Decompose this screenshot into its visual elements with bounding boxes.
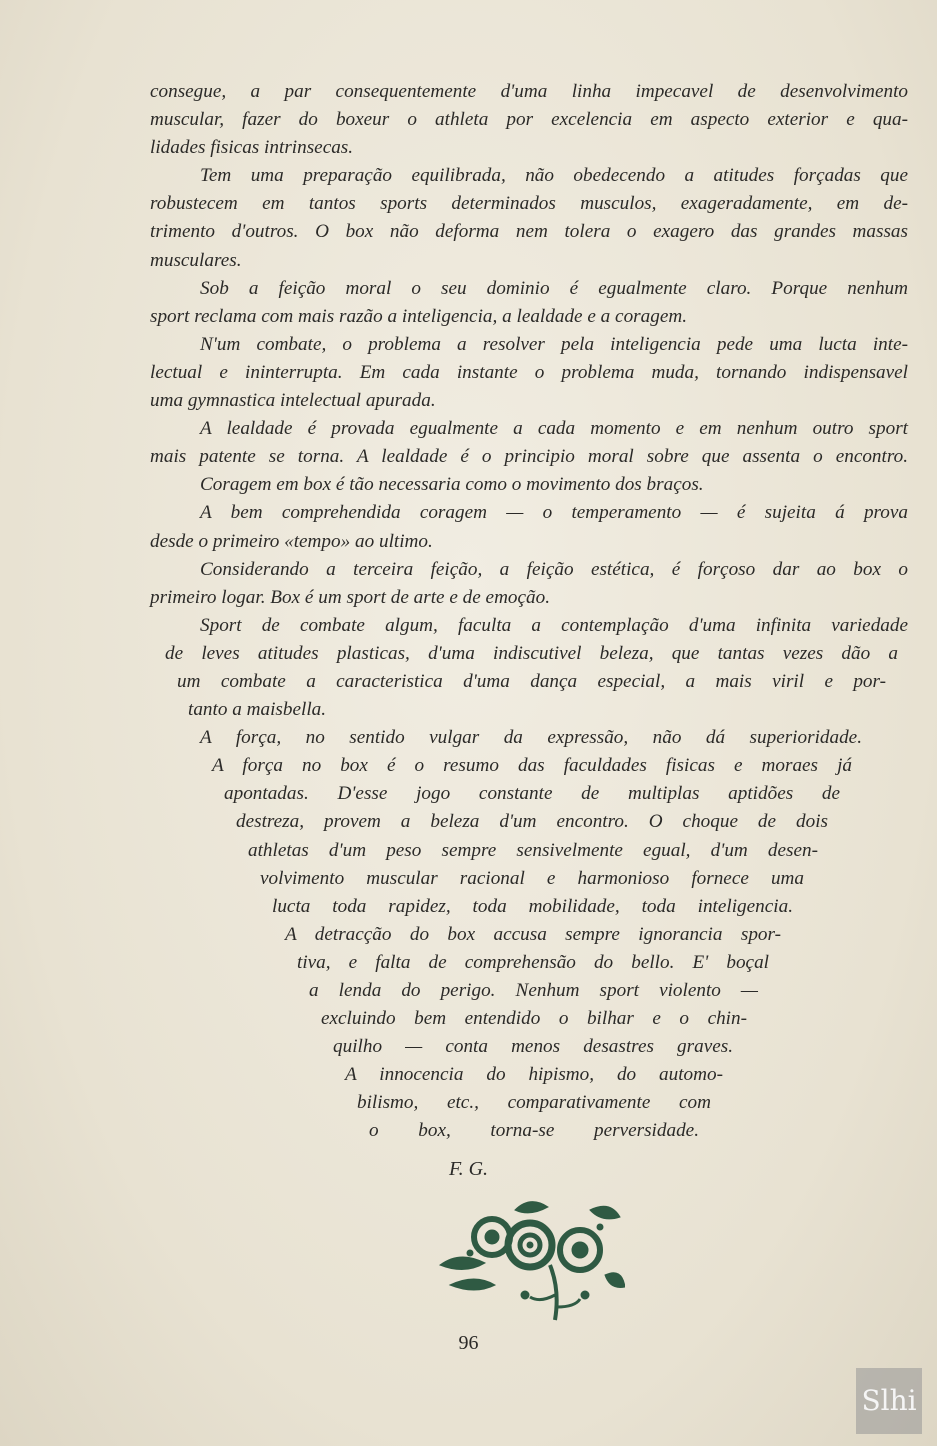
text-line: musculares. [150, 249, 242, 271]
text-line: A lealdade é provada egualmente a cada momento e em nenhum outro sport [200, 418, 908, 440]
text-line: A bem comprehendida coragem — o temperamento — é sujeita á prova [200, 502, 908, 524]
text-line: consegue, a par consequentemente d'uma linha impecavel de desenvolvimento [150, 81, 908, 102]
text-line: primeiro logar. Box é um sport de arte e de emoção. [150, 586, 551, 608]
body-text [0, 78, 937, 1146]
text-line: desde o primeiro «tempo» ao ultimo. [150, 530, 433, 552]
text-line: excluindo bem entendido o bilhar e o chin- [321, 1008, 747, 1030]
text-line: o box, torna-se perversidade. [369, 1120, 699, 1142]
text-line: a lenda do perigo. Nenhum sport violento — [309, 980, 758, 1001]
text-line: mais patente se torna. A lealdade é o principio moral sobre que assenta o encontro. [150, 446, 908, 468]
text-line: Sob a feição moral o seu dominio é egualmente claro. Porque nenhum [200, 277, 908, 299]
text-line: A detracção do box accusa sempre ignorancia spor- [285, 923, 781, 945]
text-line: N'um combate, o problema a resolver pela inteligencia pede uma lucta inte- [200, 333, 908, 355]
text-line: A força no box é o resumo das faculdades fisicas e moraes já [212, 755, 852, 777]
text-line: uma gymnastica intelectual apurada. [150, 390, 436, 412]
text-line: muscular, fazer do boxeur o athleta por excelencia em aspecto exterior e qua- [150, 109, 908, 131]
signature-initials: F. G. [448, 1158, 489, 1180]
text-line: um combate a caracteristica d'uma dança especial, a mais viril e por- [177, 670, 886, 692]
text-line: Considerando a terceira feição, a feição estética, é forçoso dar ao box o [200, 558, 908, 580]
text-line: tiva, e falta de comprehensão do bello. E' boçal [297, 951, 769, 973]
text-line: lucta toda rapidez, toda mobilidade, toda inteligencia. [272, 895, 793, 917]
text-line: lectual e ininterrupta. Em cada instante o problema muda, tornando indispensavel [150, 361, 908, 383]
text-line: athletas d'um peso sempre sensivelmente egual, d'um desen- [248, 839, 818, 861]
text-line: Sport de combate algum, faculta a contemplação d'uma infinita variedade [200, 614, 908, 636]
text-line: Tem uma preparação equilibrada, não obedecendo a atitudes forçadas que [200, 165, 908, 187]
text-line: Coragem em box é tão necessaria como o movimento dos braços. [200, 474, 704, 496]
text-line: robustecem em tantos sports determinados musculos, exageradamente, em de- [150, 193, 908, 215]
text-line: bilismo, etc., comparativamente com [357, 1092, 711, 1114]
text-line: sport reclama com mais razão a inteligencia, a lealdade e a coragem. [150, 305, 687, 327]
text-line: destreza, provem a beleza d'um encontro. O choque de dois [236, 811, 828, 833]
text-line: volvimento muscular racional e harmonioso fornece uma [260, 867, 804, 889]
text-line: trimento d'outros. O box não deforma nem tolera o exagero das grandes massas [150, 221, 908, 243]
text-line: lidades fisicas intrinsecas. [150, 137, 354, 159]
library-watermark: Slhi [856, 1368, 922, 1434]
text-line: apontadas. D'esse jogo constante de multiplas aptidões de [224, 783, 840, 805]
text-line: A innocencia do hipismo, do automo- [345, 1064, 723, 1086]
text-line: A força, no sentido vulgar da expressão, não dá superioridade. [200, 727, 862, 749]
floral-vignette-icon [430, 1195, 625, 1330]
page-number: 96 [458, 1332, 479, 1354]
text-line: tanto a maisbella. [188, 699, 327, 721]
text-line: de leves atitudes plasticas, d'uma indiscutivel beleza, que tantas vezes dão a [165, 642, 898, 664]
text-line: quilho — conta menos desastres graves. [333, 1036, 733, 1058]
